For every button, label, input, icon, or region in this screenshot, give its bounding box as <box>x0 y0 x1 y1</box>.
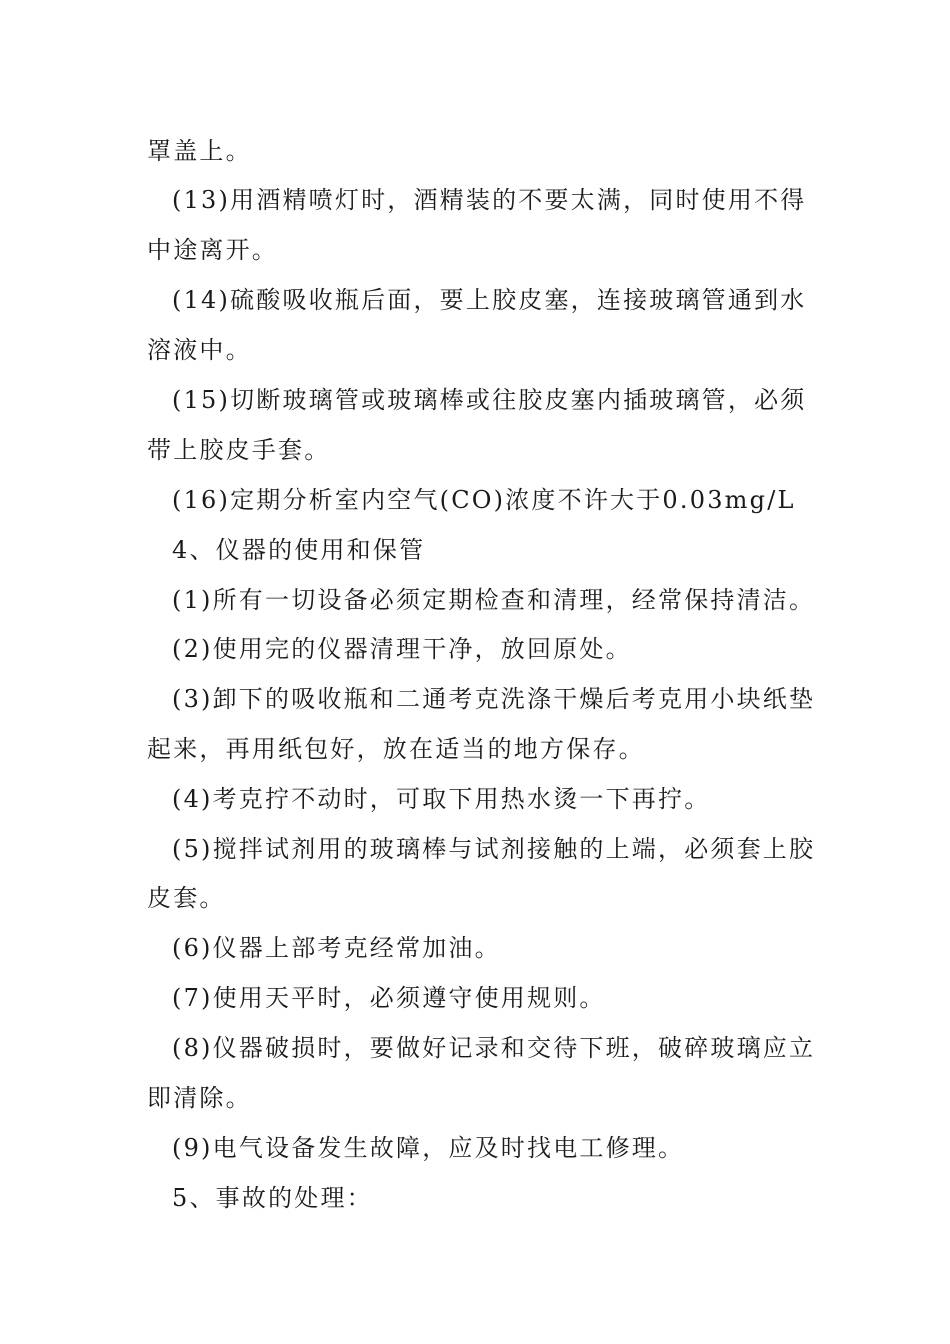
section-heading: 5、事故的处理： <box>172 1184 373 1212</box>
text-line: (13)用酒精喷灯时，酒精装的不要太满，同时使用不得 <box>172 186 807 214</box>
section-heading: 4、仪器的使用和保管 <box>172 536 426 564</box>
text-line: (5)搅拌试剂用的玻璃棒与试剂接触的上端，必须套上胶 <box>172 835 816 863</box>
text-line: (8)仪器破损时，要做好记录和交待下班，破碎玻璃应立 <box>172 1034 816 1062</box>
text-line: (9)电气设备发生故障，应及时找电工修理。 <box>172 1134 685 1162</box>
text-line: (2)使用完的仪器清理干净，放回原处。 <box>172 635 632 663</box>
text-line: 即清除。 <box>147 1084 252 1112</box>
text-line: (4)考克拧不动时，可取下用热水烫一下再拧。 <box>172 785 711 813</box>
text-line: (16)定期分析室内空气(CO)浓度不许大于0.03mg/L <box>172 486 796 514</box>
text-line: 罩盖上。 <box>147 137 252 165</box>
text-line: (3)卸下的吸收瓶和二通考克洗涤干燥后考克用小块纸垫 <box>172 685 816 713</box>
text-line: (1)所有一切设备必须定期检查和清理，经常保持清洁。 <box>172 586 816 614</box>
text-line: (7)使用天平时，必须遵守使用规则。 <box>172 984 606 1012</box>
text-line: (15)切断玻璃管或玻璃棒或往胶皮塞内插玻璃管，必须 <box>172 386 807 414</box>
text-line: 带上胶皮手套。 <box>147 436 331 464</box>
text-line: (14)硫酸吸收瓶后面，要上胶皮塞，连接玻璃管通到水 <box>172 286 807 314</box>
text-line: 溶液中。 <box>147 336 252 364</box>
text-line: 中途离开。 <box>147 236 278 264</box>
text-line: 皮套。 <box>147 884 226 912</box>
text-line: 起来，再用纸包好，放在适当的地方保存。 <box>147 735 645 763</box>
text-line: (6)仪器上部考克经常加油。 <box>172 934 501 962</box>
